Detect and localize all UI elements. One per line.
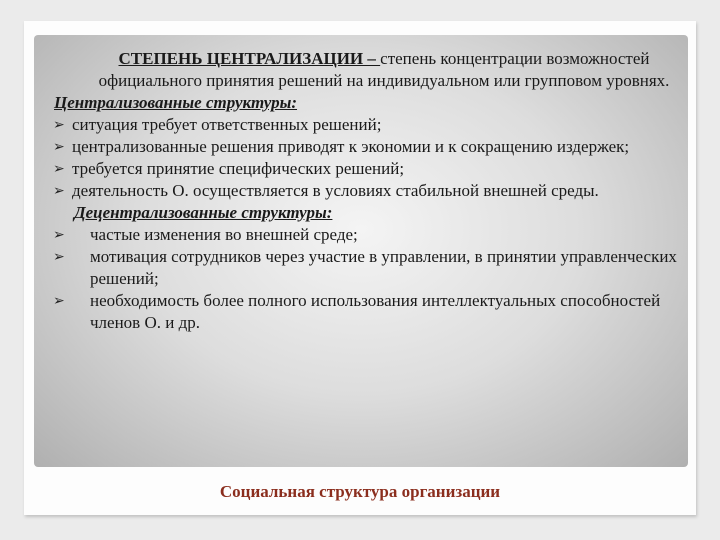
- centralized-list: [34, 114, 688, 202]
- list-item: ➢ централизованные решения приводят к экономии и к сокращению издержек;: [53, 137, 630, 156]
- list-item: ➢ деятельность О. осуществляется в условиях стабильной внешней среды.: [53, 181, 599, 200]
- arrow-bullet-icon: ➢: [53, 117, 65, 133]
- decentralized-list: [34, 224, 688, 334]
- decentralized-heading: Децентрализованные структуры:: [74, 203, 333, 222]
- arrow-bullet-icon: ➢: [53, 293, 65, 309]
- slide-text: [34, 35, 688, 334]
- list-item: ➢ требуется принятие специфических решений;: [53, 159, 405, 178]
- list-item: ➢ частые изменения во внешней среде;: [53, 225, 358, 244]
- definition-paragraph: [34, 48, 688, 92]
- centralized-heading: Централизованные структуры:: [54, 93, 298, 112]
- arrow-bullet-icon: ➢: [53, 249, 65, 265]
- list-item: ➢ ситуация требует ответственных решений;: [53, 115, 382, 134]
- definition-term: СТЕПЕНЬ ЦЕНТРАЛИЗАЦИИ –: [118, 49, 381, 68]
- list-item: ➢ необходимость более полного использования интеллектуальных способностей членов О. и др.: [53, 291, 661, 332]
- arrow-bullet-icon: ➢: [53, 183, 65, 199]
- definition-text: степень концентрации возможностей официального принятия решений на индивидуальном или групповом уровнях.: [98, 49, 670, 90]
- list-item: ➢ мотивация сотрудников через участие в управлении, в принятии управленческих решений;: [53, 247, 677, 288]
- content-panel: [34, 35, 688, 467]
- arrow-bullet-icon: ➢: [53, 161, 65, 177]
- slide-footer-title: Социальная структура организации: [219, 482, 501, 501]
- arrow-bullet-icon: ➢: [53, 227, 65, 243]
- arrow-bullet-icon: ➢: [53, 139, 65, 155]
